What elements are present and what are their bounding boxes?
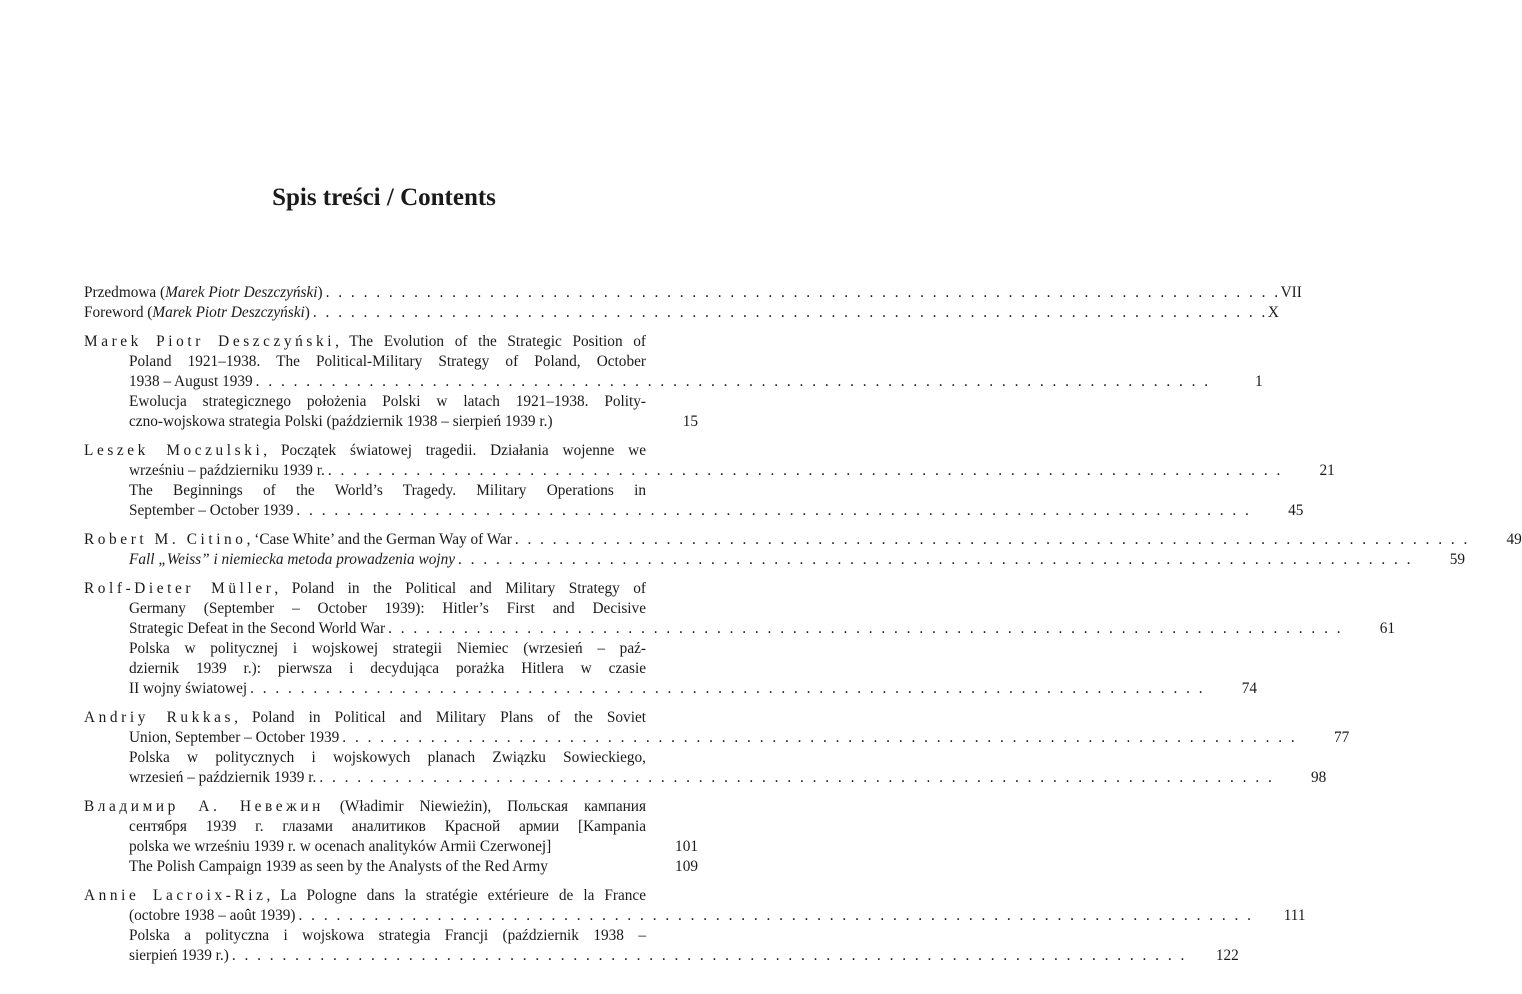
dot-leader: . . . . . . . . . . . . . . . . . . . . . . . . . . . . . . . . . . . . . . . . . . . . . . . . . . . . . . . . . . . . . . . . . . . . . . . . . . . . (325, 284, 1281, 301)
entry-title: Union, September – October 1939 (129, 729, 340, 746)
page-number: 111 (1283, 907, 1306, 924)
dot-leader: . . . . . . . . . . . . . . . . . . . . . . . . . . . . . . . . . . . . . . . . . . . . . . . . . . . . . . . . . . . . . . . . . . . . . . . . . . . . (458, 551, 1413, 568)
page-number: 15 (682, 413, 698, 430)
entry-title: The Beginnings of the World’s Tragedy. Military Operations in (129, 482, 646, 499)
entry-title: Poland in Political and Military Plans of the Soviet (252, 709, 646, 726)
entry-title: Strategic Defeat in the Second World War (129, 620, 386, 637)
toc-entry[interactable]: Leszek Moczulski, Początek światowej tragedii. Działania wojenne we wrześniu – październiku 1939 r. . . . . . . . . . . . . . . . . . . . . . . . . . . . . . . . . . . . . . . . . . . . . . . . . . . . . . . . . . . . . . . . . . . . . . . . . . . . . 21 The Beginnings of the World’s Tragedy. Military Operations in September – October 1939 . . . . . . . . . . . . . . . . . . . . . . . . . . . . . . . . . . . . . . . . . . . . . . . . . . . . . . . . . . . . . . . . . . . . . . . . . . . . 45 (84, 442, 1335, 519)
entry-title: Germany (September – October 1939): Hitler’s First and Decisive (129, 600, 646, 617)
entry-title: Polska a polityczna i wojskowa strategia Francji (październik 1938 – (129, 927, 646, 944)
dot-leader: . . . . . . . . . . . . . . . . . . . . . . . . . . . . . . . . . . . . . . . . . . . . . . . . . . . . . . . . . . . . . . . . . . . . . . . . . . . . (250, 680, 1206, 697)
page-number: 45 (1288, 502, 1304, 519)
entry-title: La Pologne dans la stratégie extérieure de la France (280, 887, 646, 904)
page-number: 59 (1449, 551, 1465, 568)
page-number: 77 (1333, 729, 1350, 746)
page-number: 61 (1379, 620, 1396, 637)
page-number: 49 (1506, 531, 1522, 548)
entry-title: The Polish Campaign 1939 as seen by the Analysts of the Red Army (129, 858, 548, 875)
dot-leader: . . . . . . . . . . . . . . . . . . . . . . . . . . . . . . . . . . . . . . . . . . . . . . . . . . . . . . . . . . . . . . . . . . . . . . . . . . . . (327, 462, 1283, 479)
entry-title: ‘Case White’ and the German Way of War (254, 531, 512, 548)
toc-entry[interactable]: Annie Lacroix-Riz, La Pologne dans la stratégie extérieure de la France (octobre 1938 – août 1939) . . . . . . . . . . . . . . . . . . . . . . . . . . . . . . . . . . . . . . . . . . . . . . . . . . . . . . . . . . . . . . . . . . . . . . . . . . . . 111 Polska a polityczna i wojskowa strategia Francji (październik 1938 – sierpień 1939 r.) . . . . . . . . . . . . . . . . . . . . . . . . . . . . . . . . . . . . . . . . . . . . . . . . . . . . . . . . . . . . . . . . . . . . . . . . . . . . 122 (84, 887, 1306, 964)
page-number: 98 (1311, 769, 1327, 786)
front-author: Marek Piotr Deszczyński (165, 284, 318, 301)
front-author: Marek Piotr Deszczyński (152, 304, 305, 321)
entry-author: Rolf-Dieter Müller (84, 580, 275, 597)
entry-title: Poland 1921–1938. The Political-Military Strategy of Poland, October (129, 353, 646, 370)
entry-author: Andriy Rukkas (84, 709, 235, 726)
entry-title: Polska w politycznych i wojskowych planach Związku Sowieckiego, (129, 749, 646, 766)
entry-title: (octobre 1938 – août 1939) (129, 907, 296, 924)
dot-leader: . . . . . . . . . . . . . . . . . . . . . . . . . . . . . . . . . . . . . . . . . . . . . . . . . . . . . . . . . . . . . . . . . . . . . . . . . . . . (319, 769, 1275, 786)
page-number: 122 (1215, 947, 1239, 964)
dot-leader: . . . . . . . . . . . . . . . . . . . . . . . . . . . . . . . . . . . . . . . . . . . . . . . . . . . . . . . . . . . . . . . . . . . . . . . . . . . . (342, 729, 1298, 746)
dot-leader: . . . . . . . . . . . . . . . . . . . . . . . . . . . . . . . . . . . . . . . . . . . . . . . . . . . . . . . . . . . . . . . . . . . . . . . . . . . . (296, 502, 1252, 519)
entry-title: Poland in the Political and Military Strategy of (291, 580, 646, 597)
entry-title: Fall „Weiss” i niemiecka metoda prowadzenia wojny (129, 551, 456, 568)
page-number: 21 (1319, 462, 1335, 479)
toc-entry[interactable]: Robert M. Citino, ‘Case White’ and the German Way of War . . . . . . . . . . . . . . . . . . . . . . . . . . . . . . . . . . . . . . . . . . . . . . . . . . . . . . . . . . . . . . . . . . . . . . . . . . . . 49 Fall „Weiss” i niemiecka metoda prowadzenia wojny . . . . . . . . . . . . . . . . . . . . . . . . . . . . . . . . . . . . . . . . . . . . . . . . . . . . . . . . . . . . . . . . . . . . . . . . . . . . 59 (84, 531, 1522, 568)
toc-front-2[interactable]: Foreword (Marek Piotr Deszczyński) . . . . . . . . . . . . . . . . . . . . . . . . . . . . . . . . . . . . . . . . . . . . . . . . . . . . . . . . . . . . . . . . . . . . . . . . . . . . X (84, 304, 1279, 321)
entry-author: Leszek Moczulski (84, 442, 264, 459)
front-label: Przedmowa (84, 284, 157, 301)
entry-title: Początek światowej tragedii. Działania wojenne we (280, 442, 646, 459)
entry-title: sierpień 1939 r.) (129, 947, 229, 964)
entry-title: Ewolucja strategicznego położenia Polski w latach 1921–1938. Polity- (129, 393, 646, 410)
entry-title: II wojny światowej (129, 680, 248, 697)
dot-leader: . . . . . . . . . . . . . . . . . . . . . . . . . . . . . . . . . . . . . . . . . . . . . . . . . . . . . . . . . . . . . . . . . . . . . . . . . . . . (388, 620, 1344, 637)
page-number: X (1267, 304, 1279, 321)
entry-author: Marek Piotr Deszczyński (84, 333, 336, 350)
entry-title: wrześniu – październiku 1939 r. (129, 462, 325, 479)
toc-entry[interactable]: Andriy Rukkas, Poland in Political and Military Plans of the Soviet Union, September – October 1939 . . . . . . . . . . . . . . . . . . . . . . . . . . . . . . . . . . . . . . . . . . . . . . . . . . . . . . . . . . . . . . . . . . . . . . . . . . . . 77 Polska w politycznych i wojskowych planach Związku Sowieckiego, wrzesień – październik 1939 r. . . . . . . . . . . . . . . . . . . . . . . . . . . . . . . . . . . . . . . . . . . . . . . . . . . . . . . . . . . . . . . . . . . . . . . . . . . . . 98 (84, 709, 1350, 786)
page-number: 101 (675, 838, 698, 855)
entry-title: wrzesień – październik 1939 r. (129, 769, 317, 786)
entry-title: Polska w politycznej i wojskowej strategii Niemiec (wrzesień – paź- (129, 640, 646, 657)
dot-leader: . . . . . . . . . . . . . . . . . . . . . . . . . . . . . . . . . . . . . . . . . . . . . . . . . . . . . . . . . . . . . . . . . . . . . . . . . . . . (312, 304, 1268, 321)
entry-title: polska we wrześniu 1939 r. w ocenach analityków Armii Czerwonej] (129, 838, 552, 855)
entry-title: сентября 1939 г. глазами аналитиков Красной армии [Kampania (129, 818, 646, 835)
table-of-contents (84, 283, 1522, 966)
toc-entry[interactable]: Rolf-Dieter Müller, Poland in the Political and Military Strategy of Germany (September – October 1939): Hitler’s First and Decisive Strategic Defeat in the Second World War . . . . . . . . . . . . . . . . . . . . . . . . . . . . . . . . . . . . . . . . . . . . . . . . . . . . . . . . . . . . . . . . . . . . . . . . . . . . 61 Polska w politycznej i wojskowej strategii Niemiec (wrzesień – paź- dziernik 1939 r.): pierwsza i decydująca porażka Hitlera w czasie II wojny światowej . . . . . . . . . . . . . . . . . . . . . . . . . . . . . . . . . . . . . . . . . . . . . . . . . . . . . . . . . . . . . . . . . . . . . . . . . . . . 74 (84, 580, 1396, 697)
entry-author: Annie Lacroix-Riz (84, 887, 267, 904)
entry-title: 1938 – August 1939 (129, 373, 253, 390)
entry-title: (Władimir Niewieżin), Польская кампания (339, 798, 647, 815)
page-number: 74 (1241, 680, 1258, 697)
entry-title: September – October 1939 (129, 502, 294, 519)
page-number: 1 (1254, 373, 1263, 390)
entry-author: Robert M. Citino (84, 531, 247, 548)
entry-author: Владимир А. Невежин (84, 798, 324, 815)
dot-leader: . . . . . . . . . . . . . . . . . . . . . . . . . . . . . . . . . . . . . . . . . . . . . . . . . . . . . . . . . . . . . . . . . . . . . . . . . . . . (255, 373, 1211, 390)
toc-entry[interactable]: Marek Piotr Deszczyński, The Evolution of the Strategic Position of Poland 1921–1938. The Political-Military Strategy of Poland, October 1938 – August 1939 . . . . . . . . . . . . . . . . . . . . . . . . . . . . . . . . . . . . . . . . . . . . . . . . . . . . . . . . . . . . . . . . . . . . . . . . . . . . 1 Ewolucja strategicznego położenia Polski w latach 1921–1938. Polity- czno-wojskowa strategia Polski (październik 1938 – sierpień 1939 r.) 15 (84, 333, 1263, 430)
toc-entry[interactable] (84, 797, 698, 877)
front-label: Foreword (84, 304, 144, 321)
page-number: VII (1280, 284, 1302, 301)
entry-title: The Evolution of the Strategic Position of (349, 333, 646, 350)
page-number: 109 (675, 858, 698, 875)
dot-leader: . . . . . . . . . . . . . . . . . . . . . . . . . . . . . . . . . . . . . . . . . . . . . . . . . . . . . . . . . . . . . . . . . . . . . . . . . . . . (298, 907, 1254, 924)
entry-title: dziernik 1939 r.): pierwsza i decydująca porażka Hitlera w czasie (129, 660, 646, 677)
page-title: Spis treści / Contents (272, 184, 496, 211)
entry-title: czno-wojskowa strategia Polski (październik 1938 – sierpień 1939 r.) (129, 413, 553, 430)
dot-leader: . . . . . . . . . . . . . . . . . . . . . . . . . . . . . . . . . . . . . . . . . . . . . . . . . . . . . . . . . . . . . . . . . . . . . . . . . . . . (231, 947, 1187, 964)
dot-leader: . . . . . . . . . . . . . . . . . . . . . . . . . . . . . . . . . . . . . . . . . . . . . . . . . . . . . . . . . . . . . . . . . . . . . . . . . . . . (514, 531, 1470, 548)
toc-front-1[interactable]: Przedmowa (Marek Piotr Deszczyński) . . . . . . . . . . . . . . . . . . . . . . . . . . . . . . . . . . . . . . . . . . . . . . . . . . . . . . . . . . . . . . . . . . . . . . . . . . . . VII (84, 284, 1302, 301)
